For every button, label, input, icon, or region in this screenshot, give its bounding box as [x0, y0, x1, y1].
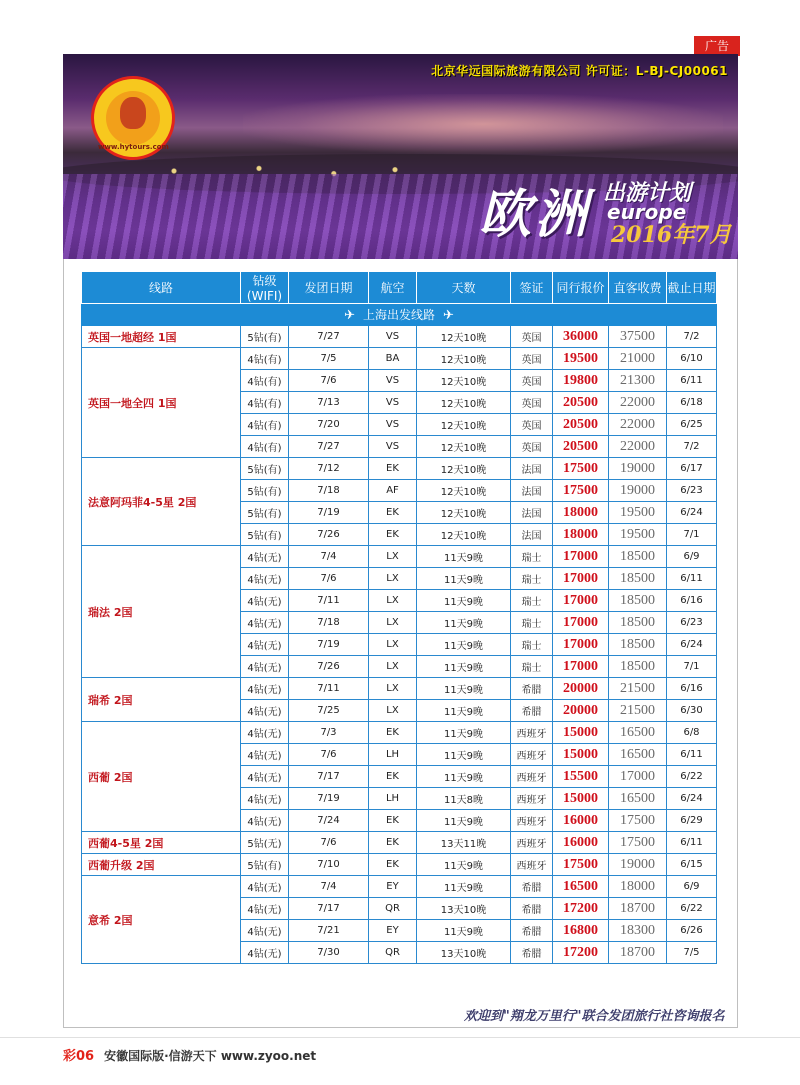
table-row — [82, 854, 717, 876]
visa-cell: 西班牙 — [511, 744, 553, 766]
departure-date-cell: 7/6 — [289, 370, 369, 392]
days-cell: 11天9晚 — [417, 568, 511, 590]
trade-price-cell: 15000 — [553, 722, 609, 744]
departure-date-cell: 7/11 — [289, 678, 369, 700]
days-cell: 12天10晚 — [417, 326, 511, 348]
level-cell: 4钻(无) — [241, 612, 289, 634]
column-header: 发团日期 — [289, 272, 369, 304]
level-cell: 4钻(有) — [241, 392, 289, 414]
banner-date: 2016年7月 — [611, 222, 732, 248]
table-row — [82, 458, 717, 480]
plane-icon: ✈ — [443, 308, 454, 323]
airline-cell: EK — [369, 524, 417, 546]
trade-price-cell: 20500 — [553, 392, 609, 414]
visa-cell: 瑞士 — [511, 590, 553, 612]
direct-price-cell: 16500 — [609, 788, 667, 810]
visa-cell: 法国 — [511, 458, 553, 480]
airline-cell: BA — [369, 348, 417, 370]
level-cell: 4钻(无) — [241, 788, 289, 810]
trade-price-cell: 19500 — [553, 348, 609, 370]
airline-cell: LX — [369, 568, 417, 590]
departure-date-cell: 7/21 — [289, 920, 369, 942]
banner-title: 欧洲 — [479, 185, 592, 245]
route-name-cell: 西葡升级 2国 — [82, 854, 241, 876]
level-cell: 5钻(有) — [241, 326, 289, 348]
direct-price-cell: 16500 — [609, 744, 667, 766]
direct-price-cell: 18500 — [609, 546, 667, 568]
airline-cell: VS — [369, 326, 417, 348]
days-cell: 12天10晚 — [417, 348, 511, 370]
days-cell: 13天10晚 — [417, 942, 511, 964]
deadline-cell: 6/26 — [667, 920, 717, 942]
direct-price-cell: 19500 — [609, 502, 667, 524]
airline-cell: VS — [369, 392, 417, 414]
days-cell: 11天9晚 — [417, 722, 511, 744]
days-cell: 12天10晚 — [417, 502, 511, 524]
route-name-cell: 英国一地全四 1国 — [82, 348, 241, 458]
level-cell: 4钻(无) — [241, 942, 289, 964]
airline-cell: LX — [369, 678, 417, 700]
days-cell: 11天9晚 — [417, 766, 511, 788]
deadline-cell: 7/1 — [667, 524, 717, 546]
visa-cell: 西班牙 — [511, 788, 553, 810]
column-header: 同行报价 — [553, 272, 609, 304]
visa-cell: 英国 — [511, 436, 553, 458]
visa-cell: 法国 — [511, 502, 553, 524]
deadline-cell: 7/2 — [667, 326, 717, 348]
level-cell: 5钻(无) — [241, 832, 289, 854]
departure-date-cell: 7/26 — [289, 656, 369, 678]
visa-cell: 西班牙 — [511, 766, 553, 788]
visa-cell: 法国 — [511, 480, 553, 502]
visa-cell: 希腊 — [511, 876, 553, 898]
airline-cell: LX — [369, 546, 417, 568]
deadline-cell: 6/25 — [667, 414, 717, 436]
direct-price-cell: 37500 — [609, 326, 667, 348]
trade-price-cell: 15000 — [553, 788, 609, 810]
airline-cell: EK — [369, 722, 417, 744]
days-cell: 11天9晚 — [417, 876, 511, 898]
airline-cell: EK — [369, 832, 417, 854]
direct-price-cell: 22000 — [609, 436, 667, 458]
trade-price-cell: 17000 — [553, 546, 609, 568]
airline-cell: EK — [369, 458, 417, 480]
visa-cell: 希腊 — [511, 920, 553, 942]
airline-cell: LX — [369, 590, 417, 612]
days-cell: 11天9晚 — [417, 920, 511, 942]
days-cell: 13天10晚 — [417, 898, 511, 920]
deadline-cell: 6/11 — [667, 832, 717, 854]
column-header: 直客收费 — [609, 272, 667, 304]
departure-date-cell: 7/12 — [289, 458, 369, 480]
level-cell: 4钻(有) — [241, 370, 289, 392]
deadline-cell: 6/24 — [667, 502, 717, 524]
days-cell: 11天9晚 — [417, 546, 511, 568]
airline-cell: LX — [369, 612, 417, 634]
table-row — [82, 678, 717, 700]
deadline-cell: 6/10 — [667, 348, 717, 370]
route-name-cell: 英国一地超经 1国 — [82, 326, 241, 348]
visa-cell: 瑞士 — [511, 634, 553, 656]
airline-cell: EK — [369, 810, 417, 832]
departure-date-cell: 7/5 — [289, 348, 369, 370]
price-table — [81, 271, 717, 964]
table-header — [82, 272, 717, 304]
direct-price-cell: 19000 — [609, 458, 667, 480]
deadline-cell: 7/1 — [667, 656, 717, 678]
days-cell: 11天9晚 — [417, 854, 511, 876]
departure-date-cell: 7/27 — [289, 326, 369, 348]
company-logo — [91, 76, 175, 160]
table-row — [82, 348, 717, 370]
trade-price-cell: 17500 — [553, 480, 609, 502]
visa-cell: 希腊 — [511, 700, 553, 722]
section-row — [82, 304, 717, 326]
column-header: 钻级(WIFI) — [241, 272, 289, 304]
trade-price-cell: 17200 — [553, 942, 609, 964]
level-cell: 4钻(无) — [241, 898, 289, 920]
deadline-cell: 6/22 — [667, 898, 717, 920]
days-cell: 11天9晚 — [417, 590, 511, 612]
departure-date-cell: 7/19 — [289, 502, 369, 524]
direct-price-cell: 21000 — [609, 348, 667, 370]
deadline-cell: 6/30 — [667, 700, 717, 722]
days-cell: 12天10晚 — [417, 370, 511, 392]
deadline-cell: 7/5 — [667, 942, 717, 964]
departure-date-cell: 7/26 — [289, 524, 369, 546]
departure-date-cell: 7/17 — [289, 898, 369, 920]
direct-price-cell: 18500 — [609, 612, 667, 634]
trade-price-cell: 20500 — [553, 436, 609, 458]
departure-date-cell: 7/10 — [289, 854, 369, 876]
trade-price-cell: 17000 — [553, 590, 609, 612]
visa-cell: 法国 — [511, 524, 553, 546]
table-row — [82, 722, 717, 744]
visa-cell: 希腊 — [511, 678, 553, 700]
direct-price-cell: 17000 — [609, 766, 667, 788]
level-cell: 5钻(有) — [241, 524, 289, 546]
departure-date-cell: 7/18 — [289, 480, 369, 502]
trade-price-cell: 16000 — [553, 832, 609, 854]
trade-price-cell: 17200 — [553, 898, 609, 920]
level-cell: 4钻(无) — [241, 568, 289, 590]
level-cell: 4钻(无) — [241, 546, 289, 568]
trade-price-cell: 17000 — [553, 634, 609, 656]
days-cell: 11天8晚 — [417, 788, 511, 810]
banner-subtitle: 出游计划 — [603, 181, 692, 206]
direct-price-cell: 21500 — [609, 700, 667, 722]
days-cell: 12天10晚 — [417, 524, 511, 546]
days-cell: 11天9晚 — [417, 634, 511, 656]
airline-cell: VS — [369, 436, 417, 458]
days-cell: 11天9晚 — [417, 678, 511, 700]
route-name-cell: 法意阿玛菲4-5星 2国 — [82, 458, 241, 546]
departure-date-cell: 7/25 — [289, 700, 369, 722]
deadline-cell: 6/18 — [667, 392, 717, 414]
route-name-cell: 瑞法 2国 — [82, 546, 241, 678]
departure-date-cell: 7/24 — [289, 810, 369, 832]
table-row — [82, 546, 717, 568]
departure-date-cell: 7/18 — [289, 612, 369, 634]
airline-cell: LX — [369, 700, 417, 722]
trade-price-cell: 20000 — [553, 700, 609, 722]
deadline-cell: 6/8 — [667, 722, 717, 744]
days-cell: 12天10晚 — [417, 414, 511, 436]
departure-date-cell: 7/27 — [289, 436, 369, 458]
deadline-cell: 6/17 — [667, 458, 717, 480]
banner-english: europe — [607, 200, 687, 224]
trade-price-cell: 17500 — [553, 854, 609, 876]
airline-cell: VS — [369, 370, 417, 392]
direct-price-cell: 18000 — [609, 876, 667, 898]
level-cell: 4钻(无) — [241, 810, 289, 832]
deadline-cell: 7/2 — [667, 436, 717, 458]
kangaroo-icon — [120, 97, 146, 129]
column-header: 截止日期 — [667, 272, 717, 304]
deadline-cell: 6/11 — [667, 744, 717, 766]
column-header: 航空 — [369, 272, 417, 304]
trade-price-cell: 19800 — [553, 370, 609, 392]
trade-price-cell: 16000 — [553, 810, 609, 832]
trade-price-cell: 15000 — [553, 744, 609, 766]
departure-date-cell: 7/20 — [289, 414, 369, 436]
days-cell: 11天9晚 — [417, 612, 511, 634]
column-header: 天数 — [417, 272, 511, 304]
level-cell: 4钻(无) — [241, 678, 289, 700]
column-header: 签证 — [511, 272, 553, 304]
trade-price-cell: 17000 — [553, 612, 609, 634]
trade-price-cell: 18000 — [553, 502, 609, 524]
level-cell: 4钻(无) — [241, 920, 289, 942]
deadline-cell: 6/9 — [667, 546, 717, 568]
visa-cell: 希腊 — [511, 942, 553, 964]
visa-cell: 西班牙 — [511, 722, 553, 744]
airline-cell: LH — [369, 788, 417, 810]
level-cell: 4钻(无) — [241, 590, 289, 612]
level-cell: 4钻(无) — [241, 722, 289, 744]
days-cell: 13天11晚 — [417, 832, 511, 854]
visa-cell: 英国 — [511, 370, 553, 392]
departure-date-cell: 7/4 — [289, 876, 369, 898]
deadline-cell: 6/23 — [667, 480, 717, 502]
level-cell: 5钻(有) — [241, 502, 289, 524]
departure-date-cell: 7/19 — [289, 634, 369, 656]
deadline-cell: 6/11 — [667, 568, 717, 590]
deadline-cell: 6/15 — [667, 854, 717, 876]
departure-date-cell: 7/30 — [289, 942, 369, 964]
days-cell: 11天9晚 — [417, 744, 511, 766]
departure-date-cell: 7/6 — [289, 744, 369, 766]
trade-price-cell: 16500 — [553, 876, 609, 898]
table-row — [82, 326, 717, 348]
trade-price-cell: 15500 — [553, 766, 609, 788]
days-cell: 11天9晚 — [417, 810, 511, 832]
airline-cell: QR — [369, 898, 417, 920]
departure-date-cell: 7/11 — [289, 590, 369, 612]
trade-price-cell: 16800 — [553, 920, 609, 942]
airline-cell: EY — [369, 920, 417, 942]
deadline-cell: 6/29 — [667, 810, 717, 832]
route-name-cell: 西葡 2国 — [82, 722, 241, 832]
days-cell: 12天10晚 — [417, 392, 511, 414]
column-header: 线路 — [82, 272, 241, 304]
level-cell: 4钻(无) — [241, 634, 289, 656]
level-cell: 5钻(有) — [241, 480, 289, 502]
departure-date-cell: 7/6 — [289, 832, 369, 854]
departure-date-cell: 7/13 — [289, 392, 369, 414]
route-name-cell: 意希 2国 — [82, 876, 241, 964]
visa-cell: 西班牙 — [511, 810, 553, 832]
direct-price-cell: 16500 — [609, 722, 667, 744]
level-cell: 4钻(有) — [241, 414, 289, 436]
visa-cell: 西班牙 — [511, 854, 553, 876]
trade-price-cell: 18000 — [553, 524, 609, 546]
section-label: 上海出发线路 — [362, 308, 435, 322]
airline-cell: LX — [369, 634, 417, 656]
level-cell: 5钻(有) — [241, 458, 289, 480]
departure-date-cell: 7/17 — [289, 766, 369, 788]
direct-price-cell: 18700 — [609, 898, 667, 920]
deadline-cell: 6/11 — [667, 370, 717, 392]
direct-price-cell: 18500 — [609, 634, 667, 656]
airline-cell: QR — [369, 942, 417, 964]
airline-cell: LX — [369, 656, 417, 678]
direct-price-cell: 19000 — [609, 854, 667, 876]
level-cell: 4钻(有) — [241, 348, 289, 370]
table-row — [82, 832, 717, 854]
visa-cell: 西班牙 — [511, 832, 553, 854]
airline-cell: AF — [369, 480, 417, 502]
airline-cell: LH — [369, 744, 417, 766]
direct-price-cell: 17500 — [609, 832, 667, 854]
level-cell: 4钻(无) — [241, 766, 289, 788]
trade-price-cell: 20000 — [553, 678, 609, 700]
direct-price-cell: 18500 — [609, 656, 667, 678]
airline-cell: EK — [369, 502, 417, 524]
page-number: 彩06 — [63, 1049, 95, 1064]
direct-price-cell: 18500 — [609, 568, 667, 590]
trade-price-cell: 36000 — [553, 326, 609, 348]
logo-url: www.hytours.com — [98, 143, 169, 151]
trade-price-cell: 17000 — [553, 568, 609, 590]
days-cell: 12天10晚 — [417, 436, 511, 458]
departure-date-cell: 7/6 — [289, 568, 369, 590]
welcome-text: 欢迎到"翔龙万里行"联合发团旅行社咨询报名 — [464, 1009, 725, 1024]
footer-text: 安徽国际版·信游天下 www.zyoo.net — [104, 1049, 317, 1063]
level-cell: 4钻(无) — [241, 744, 289, 766]
trade-price-cell: 20500 — [553, 414, 609, 436]
banner — [63, 54, 738, 259]
visa-cell: 希腊 — [511, 898, 553, 920]
direct-price-cell: 19000 — [609, 480, 667, 502]
airline-cell: EY — [369, 876, 417, 898]
deadline-cell: 6/24 — [667, 634, 717, 656]
direct-price-cell: 18300 — [609, 920, 667, 942]
deadline-cell: 6/24 — [667, 788, 717, 810]
level-cell: 4钻(无) — [241, 876, 289, 898]
level-cell: 5钻(有) — [241, 854, 289, 876]
departure-date-cell: 7/3 — [289, 722, 369, 744]
deadline-cell: 6/23 — [667, 612, 717, 634]
days-cell: 11天9晚 — [417, 700, 511, 722]
trade-price-cell: 17500 — [553, 458, 609, 480]
deadline-cell: 6/16 — [667, 678, 717, 700]
deadline-cell: 6/9 — [667, 876, 717, 898]
level-cell: 4钻(无) — [241, 700, 289, 722]
footer — [63, 1045, 316, 1064]
days-cell: 11天9晚 — [417, 656, 511, 678]
ad-label: 广告 — [694, 36, 740, 56]
airline-cell: EK — [369, 854, 417, 876]
direct-price-cell: 21300 — [609, 370, 667, 392]
visa-cell: 英国 — [511, 348, 553, 370]
deadline-cell: 6/22 — [667, 766, 717, 788]
visa-cell: 瑞士 — [511, 612, 553, 634]
days-cell: 12天10晚 — [417, 480, 511, 502]
deadline-cell: 6/16 — [667, 590, 717, 612]
departure-date-cell: 7/19 — [289, 788, 369, 810]
direct-price-cell: 22000 — [609, 414, 667, 436]
visa-cell: 瑞士 — [511, 546, 553, 568]
trade-price-cell: 17000 — [553, 656, 609, 678]
visa-cell: 英国 — [511, 326, 553, 348]
visa-cell: 瑞士 — [511, 568, 553, 590]
route-name-cell: 瑞希 2国 — [82, 678, 241, 722]
direct-price-cell: 17500 — [609, 810, 667, 832]
direct-price-cell: 18700 — [609, 942, 667, 964]
visa-cell: 瑞士 — [511, 656, 553, 678]
direct-price-cell: 21500 — [609, 678, 667, 700]
departure-date-cell: 7/4 — [289, 546, 369, 568]
plane-icon: ✈ — [344, 308, 355, 323]
direct-price-cell: 19500 — [609, 524, 667, 546]
footer-divider — [0, 1037, 800, 1038]
sunset-glow — [243, 94, 723, 154]
days-cell: 12天10晚 — [417, 458, 511, 480]
airline-cell: EK — [369, 766, 417, 788]
level-cell: 4钻(无) — [241, 656, 289, 678]
direct-price-cell: 22000 — [609, 392, 667, 414]
table-row — [82, 876, 717, 898]
airline-cell: VS — [369, 414, 417, 436]
level-cell: 4钻(有) — [241, 436, 289, 458]
company-license: 北京华远国际旅游有限公司 许可证：L-BJ-CJ00061 — [431, 64, 728, 78]
visa-cell: 英国 — [511, 414, 553, 436]
route-name-cell: 西葡4-5星 2国 — [82, 832, 241, 854]
direct-price-cell: 18500 — [609, 590, 667, 612]
visa-cell: 英国 — [511, 392, 553, 414]
